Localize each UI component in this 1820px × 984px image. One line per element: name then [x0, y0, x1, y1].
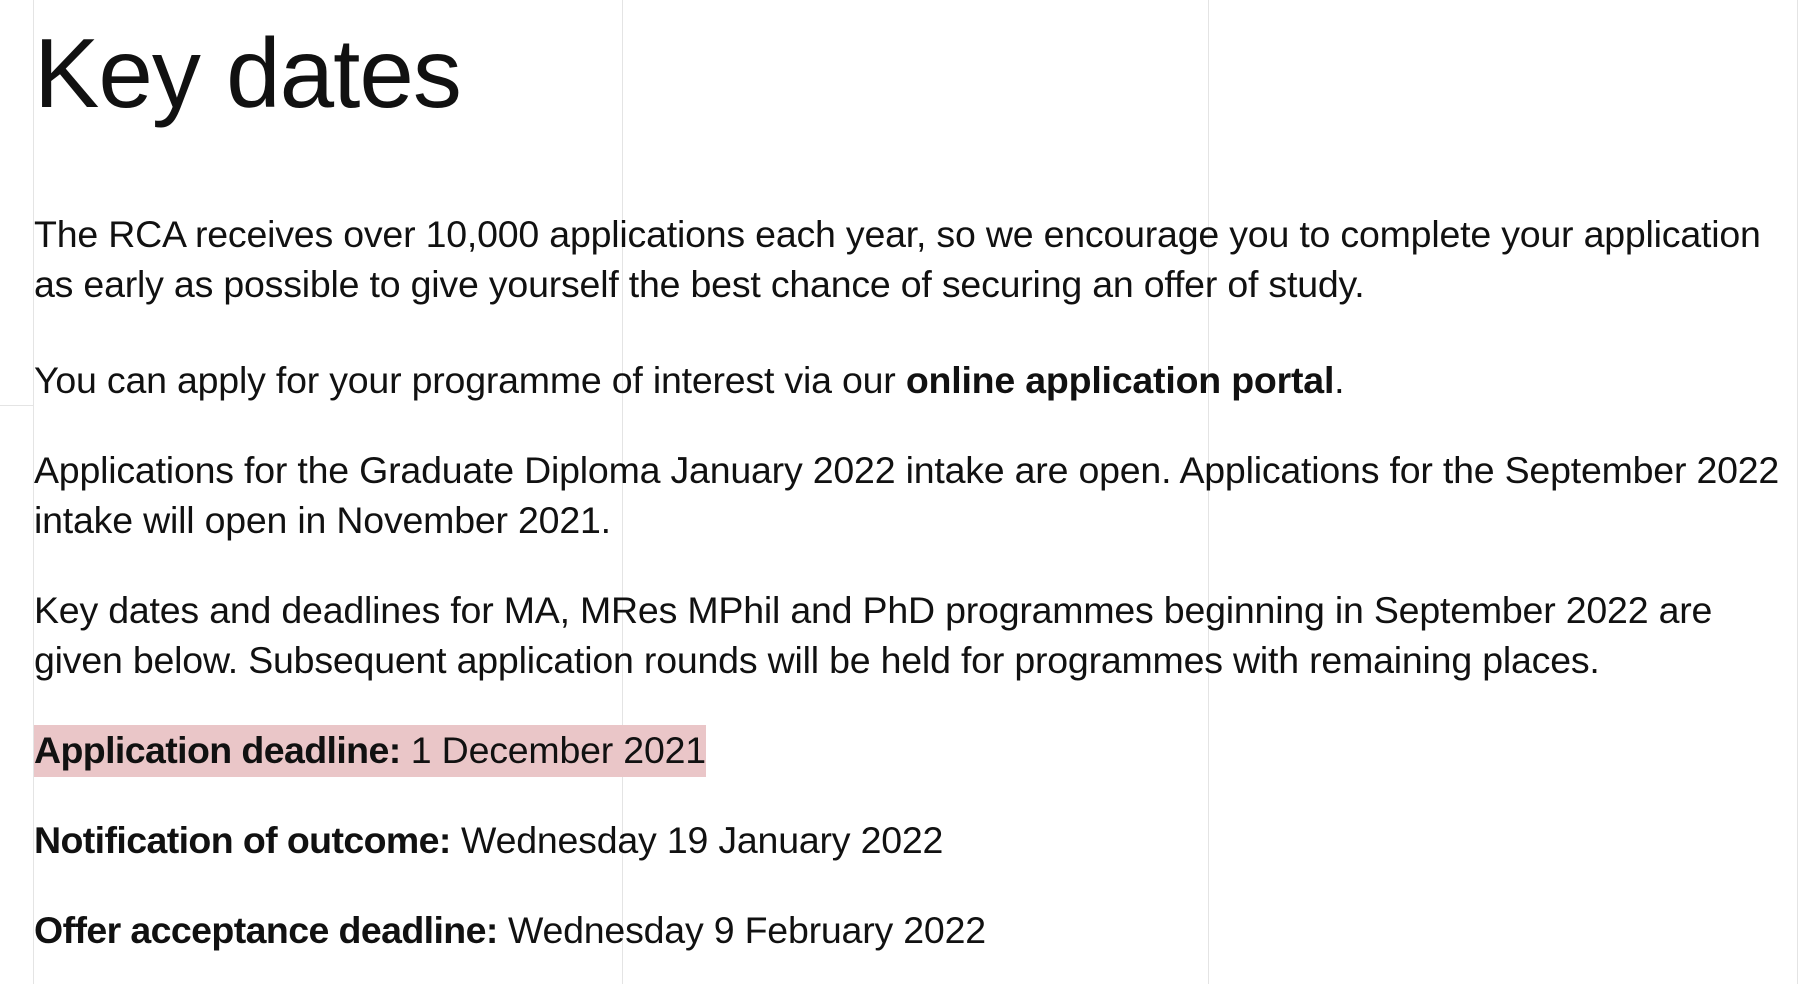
offer-acceptance-deadline-label: Offer acceptance deadline:	[34, 909, 498, 951]
notification-of-outcome-value: Wednesday 19 January 2022	[450, 819, 944, 861]
offer-acceptance-deadline-value: Wednesday 9 February 2022	[497, 909, 986, 951]
notification-of-outcome-label: Notification of outcome:	[34, 819, 451, 861]
notification-of-outcome-item	[34, 815, 1794, 865]
layout-grid-line	[1797, 0, 1798, 984]
apply-paragraph	[34, 355, 1794, 405]
highlighted-selection	[34, 725, 706, 777]
intro-paragraph: The RCA receives over 10,000 applications each year, so we encourage you to complete your application as early as possible to give yourself the best chance of securing an offer of study.	[34, 213, 1761, 305]
application-deadline-item	[34, 725, 1794, 775]
apply-suffix: .	[1334, 359, 1345, 401]
layout-grid-tick	[0, 405, 33, 406]
intake-paragraph: Applications for the Graduate Diploma January 2022 intake are open. Applications for the September 2022 intake will open in November 2021.	[34, 449, 1780, 541]
apply-text: You can apply for your programme of interest via our	[34, 359, 906, 401]
offer-acceptance-deadline-item	[34, 905, 1794, 955]
application-deadline-value: 1 December 2021	[400, 729, 706, 771]
online-application-portal-link[interactable]: online application portal	[905, 359, 1335, 401]
deadlines-intro-paragraph: Key dates and deadlines for MA, MRes MPhil and PhD programmes beginning in September 2022 are given below. Subsequent application rounds will be held for programmes with remaining places.	[34, 589, 1713, 681]
application-deadline-label: Application deadline:	[34, 729, 401, 771]
page-title: Key dates	[34, 18, 461, 128]
